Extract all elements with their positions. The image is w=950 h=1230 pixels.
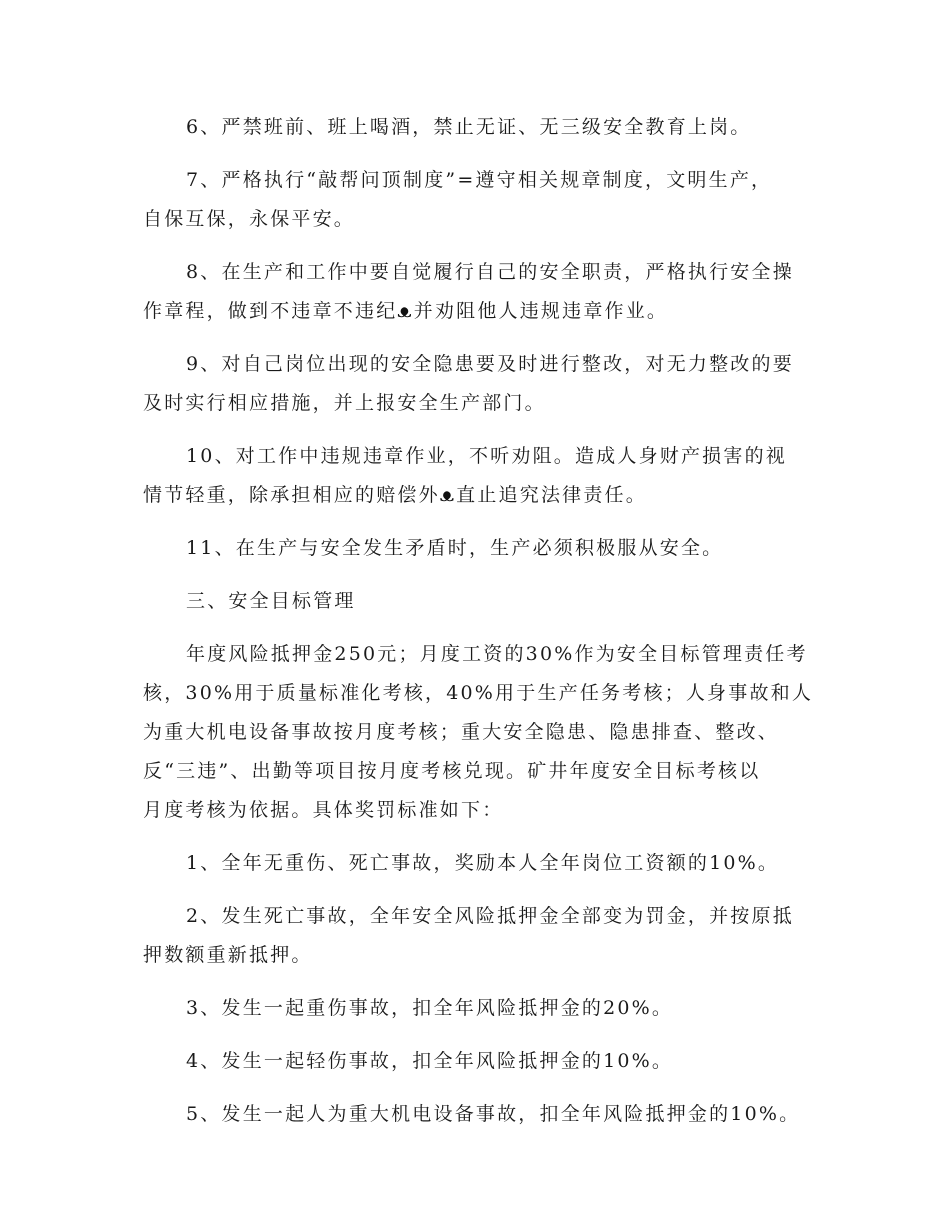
rule-10-line-2 <box>0 482 950 508</box>
penalty-2-line-2: 押数额重新抵押。 <box>143 944 313 966</box>
rule-8-line-2 <box>0 298 950 324</box>
deposit-line-1: 年度风险抵押金250元；月度工资的30%作为安全目标管理责任考 <box>186 643 808 665</box>
rule-11: 11、在生产与安全发生矛盾时，生产必须积极服从安全。 <box>186 537 724 559</box>
deposit-line-4: 反“三违”、出勤等项目按月度考核兑现。矿井年度安全目标考核以 <box>143 760 761 782</box>
rule-8-text-b: 并劝阻他人违规违章作业。 <box>413 300 669 322</box>
reward-1: 1、全年无重伤、死亡事故，奖励本人全年岗位工资额的10%。 <box>186 852 780 874</box>
rule-10-line-1: 10、对工作中违规违章作业，不听劝阻。造成人身财产损害的视 <box>186 445 787 467</box>
penalty-2-line-1: 2、发生死亡事故，全年安全风险抵押金全部变为罚金，并按原抵 <box>186 905 794 927</box>
rule-8-text-a: 作章程，做到不违章不违纪 <box>143 300 398 322</box>
deposit-line-3: 为重大机电设备事故按月度考核；重大安全隐患、隐患排查、整改、 <box>143 721 780 743</box>
decorative-glyph-icon: ᴥ <box>397 300 414 322</box>
penalty-3: 3、发生一起重伤事故，扣全年风险抵押金的20%。 <box>186 997 674 1019</box>
rule-9-line-1: 9、对自己岗位出现的安全隐患要及时进行整改，对无力整改的要 <box>186 353 794 375</box>
section-heading: 三、安全目标管理 <box>186 590 356 612</box>
rule-7-line-2: 自保互保，永保平安。 <box>143 208 356 230</box>
rule-6: 6、严禁班前、班上喝酒，禁止无证、无三级安全教育上岗。 <box>186 116 752 138</box>
deposit-line-5: 月度考核为依据。具体奖罚标准如下： <box>143 799 504 821</box>
penalty-4: 4、发生一起轻伤事故，扣全年风险抵押金的10%。 <box>186 1050 674 1072</box>
rule-7-line-1: 7、严格执行“敲帮问顶制度”=遵守相关规章制度，文明生产， <box>186 169 773 191</box>
rule-10-text-a: 情节轻重，除承担相应的赔偿外 <box>143 484 440 506</box>
decorative-glyph-icon: ᴥ <box>439 484 457 506</box>
deposit-line-2: 核，30%用于质量标准化考核，40%用于生产任务考核；人身事故和人 <box>143 682 814 704</box>
rule-8-line-1: 8、在生产和工作中要自觉履行自己的安全职责，严格执行安全操 <box>186 261 794 283</box>
rule-9-line-2: 及时实行相应措施，并上报安全生产部门。 <box>143 392 546 414</box>
rule-10-text-b: 直止追究法律责任。 <box>456 484 647 506</box>
penalty-5: 5、发生一起人为重大机电设备事故，扣全年风险抵押金的10%。 <box>186 1103 801 1125</box>
